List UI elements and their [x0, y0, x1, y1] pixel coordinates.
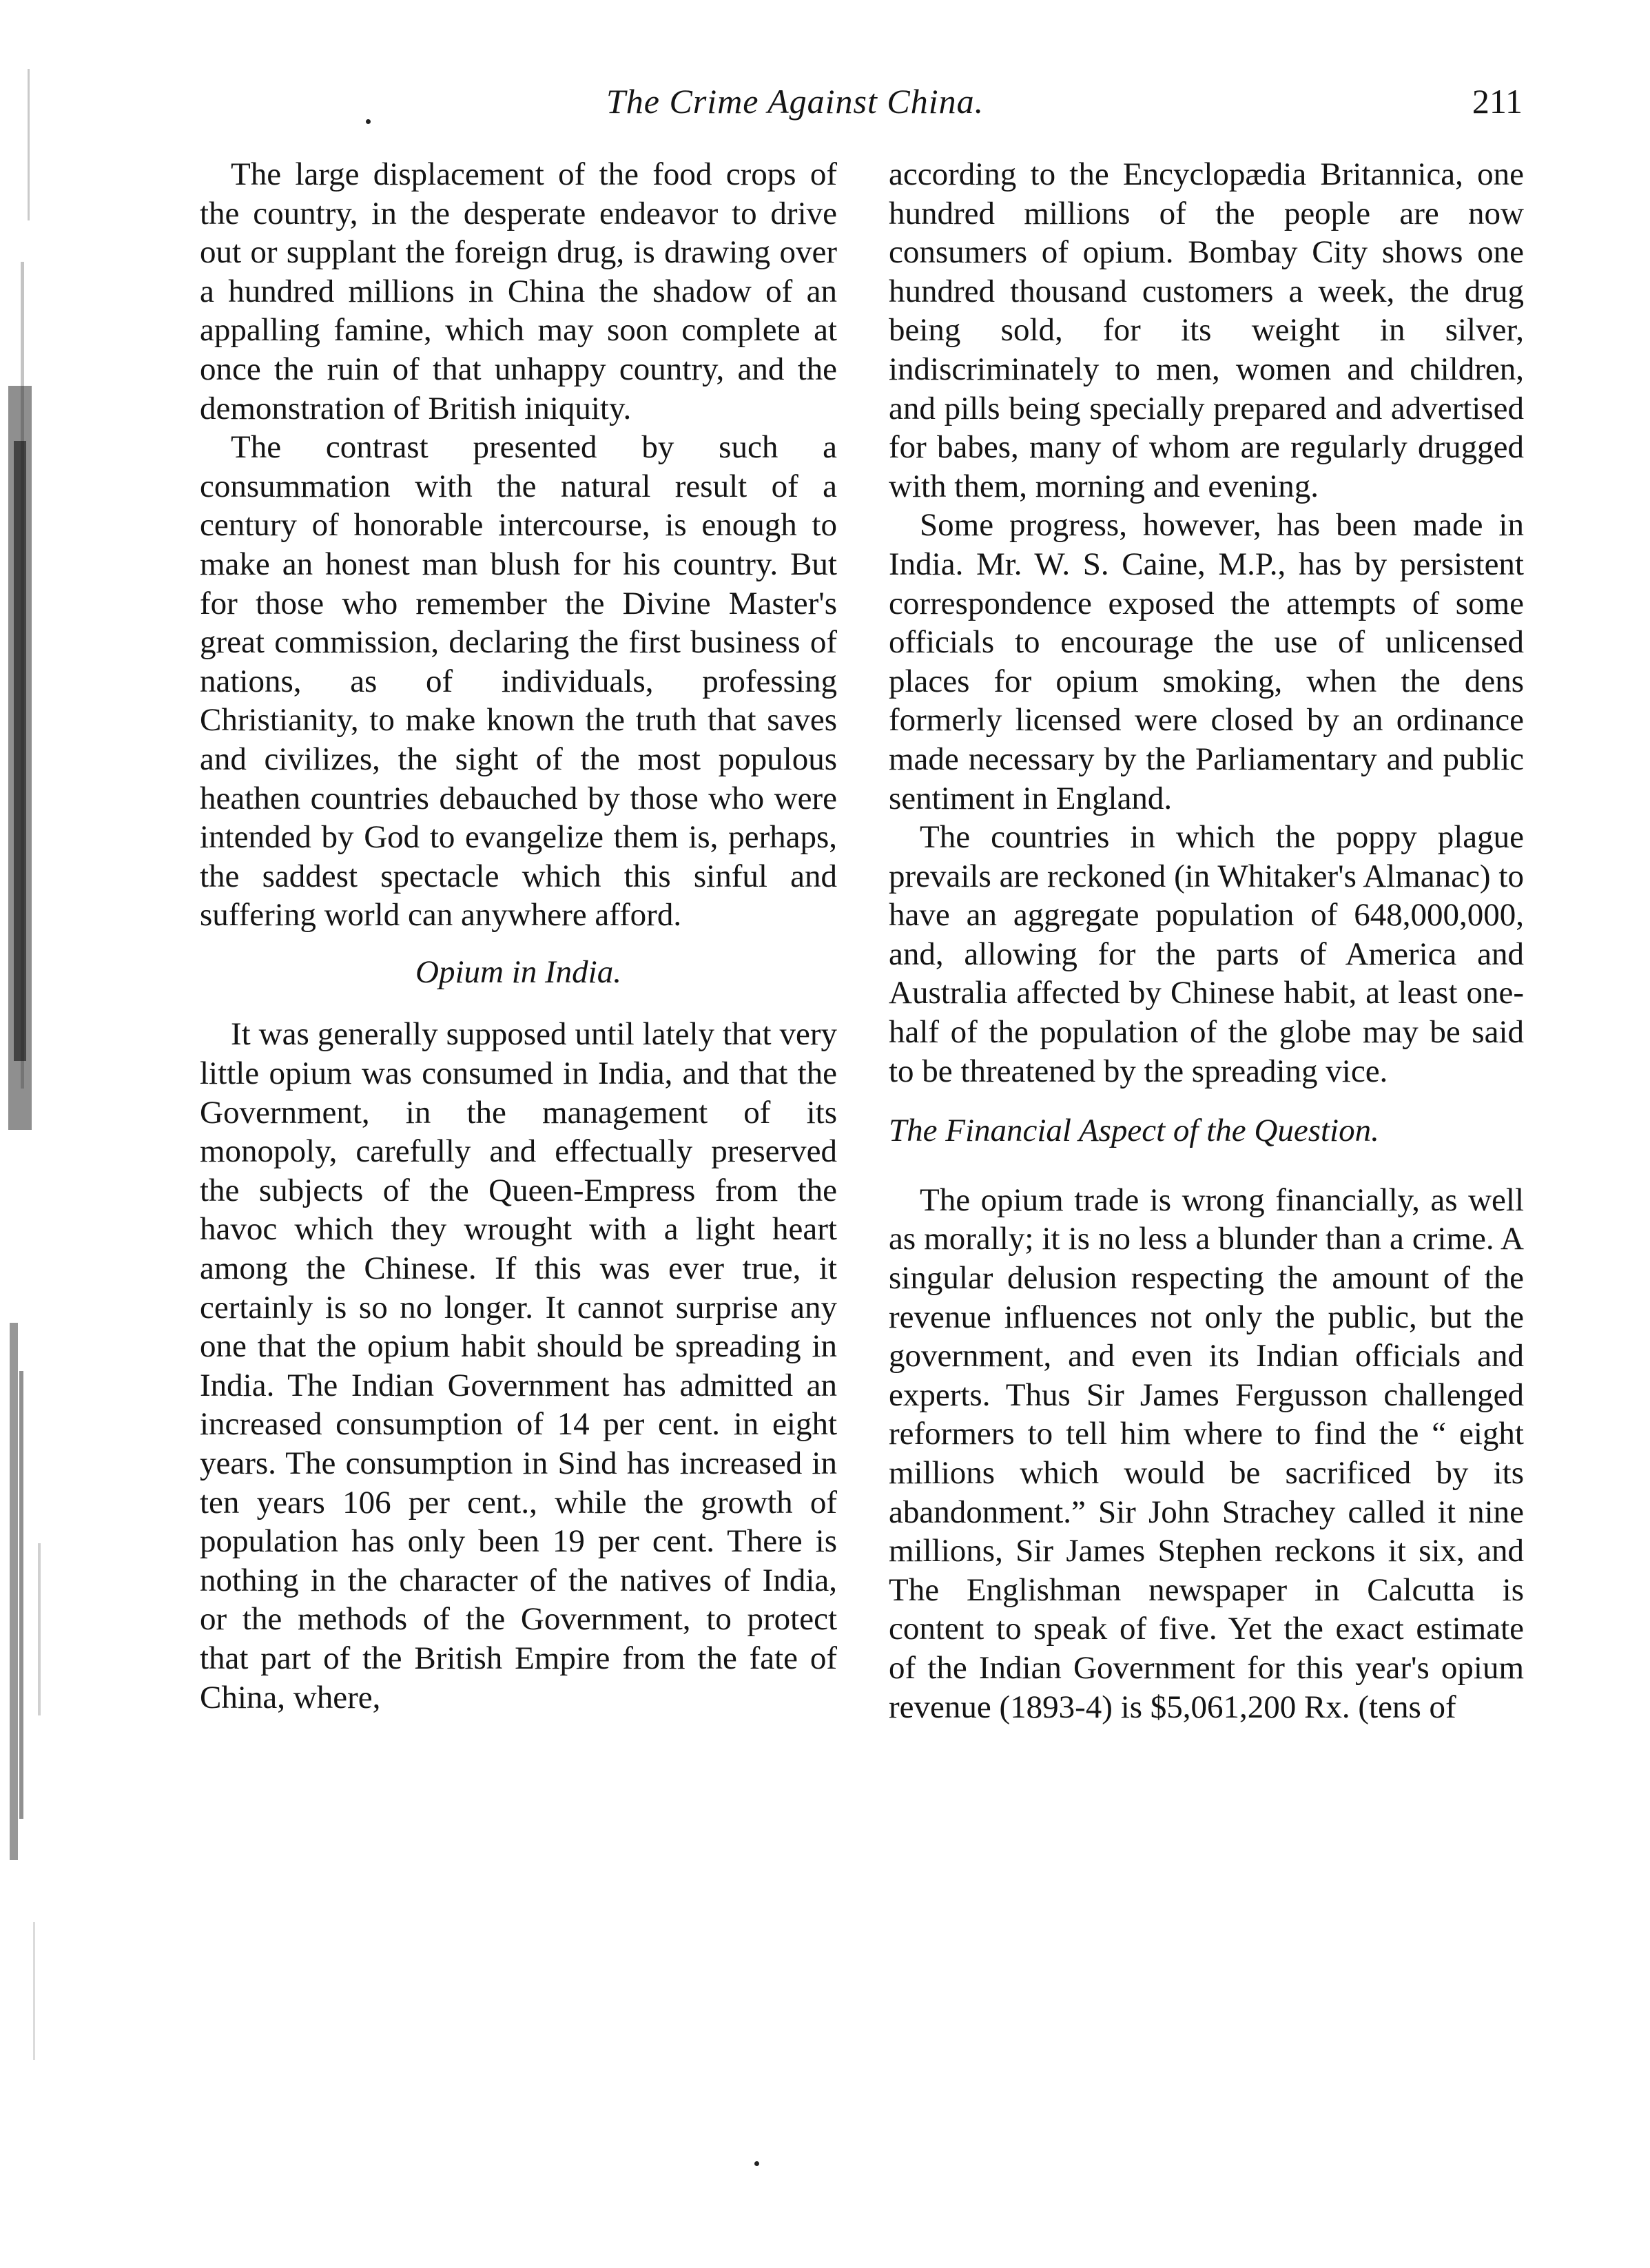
left-column	[200, 155, 837, 1717]
page-header	[606, 81, 1523, 136]
running-title: The Crime Against China.	[606, 82, 984, 121]
right-column	[889, 155, 1524, 1726]
page-number: 211	[1472, 82, 1523, 121]
paragraph: The countries in which the poppy plague prevails are reckoned (in Whitaker's Almanac) to have an aggregate population of 648,000,000, and, allowing for the parts of America and Australia affected by Chinese habit, at least one-half of the population of the globe may be said to be threatened by the spreading vice.	[889, 819, 1524, 1089]
paragraph: The large displacement of the food crops of the country, in the desperate endeavor to drive out or supplant the foreign drug, is drawing over a hundred millions in China the shadow of an appalling famine, which may soon complete at once the ruin of that unhappy country, and the demonstration of British iniquity.	[200, 156, 837, 426]
binding-edge-scan-artifact	[0, 28, 83, 2198]
paragraph: according to the Encyclopædia Britannica, one hundred millions of the people are now consumers of opium. Bombay City shows one hundred thousand customers a week, the drug being sold, for its weight in silver, indiscriminately to men, women and children, and pills being specially prepared and advertised for babes, many of whom are regularly drugged with them, morning and evening.	[889, 156, 1524, 504]
paragraph: Some progress, however, has been made in India. Mr. W. S. Caine, M.P., has by persistent correspondence exposed the attempts of some officials to encourage the use of unlicensed places for opium smoking, when the dens formerly licensed were closed by an ordinance made necessary by the Parliamentary and public sentiment in England.	[889, 507, 1524, 816]
paragraph: The opium trade is wrong financially, as well as morally; it is no less a blunder than a crime. A singular delusion respecting the amount of the revenue influences not only the public, but the government, and even its Indian officials and experts. Thus Sir James Fergusson challenged reformers to tell him where to find the “ eight millions which would be sacrificed by its abandonment.” Sir John Strachey called it nine millions, Sir James Stephen reckons it six, and The Englishman newspaper in Calcutta is content to speak of five. Yet the exact estimate of the Indian Government for this year's opium revenue (1893-4) is $5,061,200 Rx. (tens of	[889, 1182, 1524, 1725]
section-heading-financial-aspect: The Financial Aspect of the Question.	[889, 1113, 1379, 1149]
stray-mark	[366, 119, 371, 124]
paragraph: It was generally supposed until lately that very little opium was consumed in India, and that the Government, in the management of its monopoly, carefully and effectually preserved the subjects of the Queen-Empress from the havoc which they wrought with a light heart among the Chinese. If this was ever true, it certainly is so no longer. It cannot surprise any one that the opium habit should be spreading in India. The Indian Government has admitted an increased consumption of 14 per cent. in eight years. The consumption in Sind has increased in ten years 106 per cent., while the growth of population has only been 19 per cent. There is nothing in the character of the natives of India, or the methods of the Government, to protect that part of the British Empire from the fate of China, where,	[200, 1016, 837, 1715]
stray-mark	[754, 2161, 759, 2166]
section-heading-opium-in-india: Opium in India.	[415, 953, 621, 990]
paragraph: The contrast presented by such a consummation with the natural result of a century of honorable intercourse, is enough to make an honest man blush for his country. But for those who remember the Divine Master's great commission, declaring the first business of nations, as of individuals, professing Christianity, to make known the truth that saves and civilizes, the sight of the most populous heathen countries debauched by those who were intended by God to evangelize them is, perhaps, the saddest spectacle which this sinful and suffering world can anywhere afford.	[200, 429, 837, 934]
